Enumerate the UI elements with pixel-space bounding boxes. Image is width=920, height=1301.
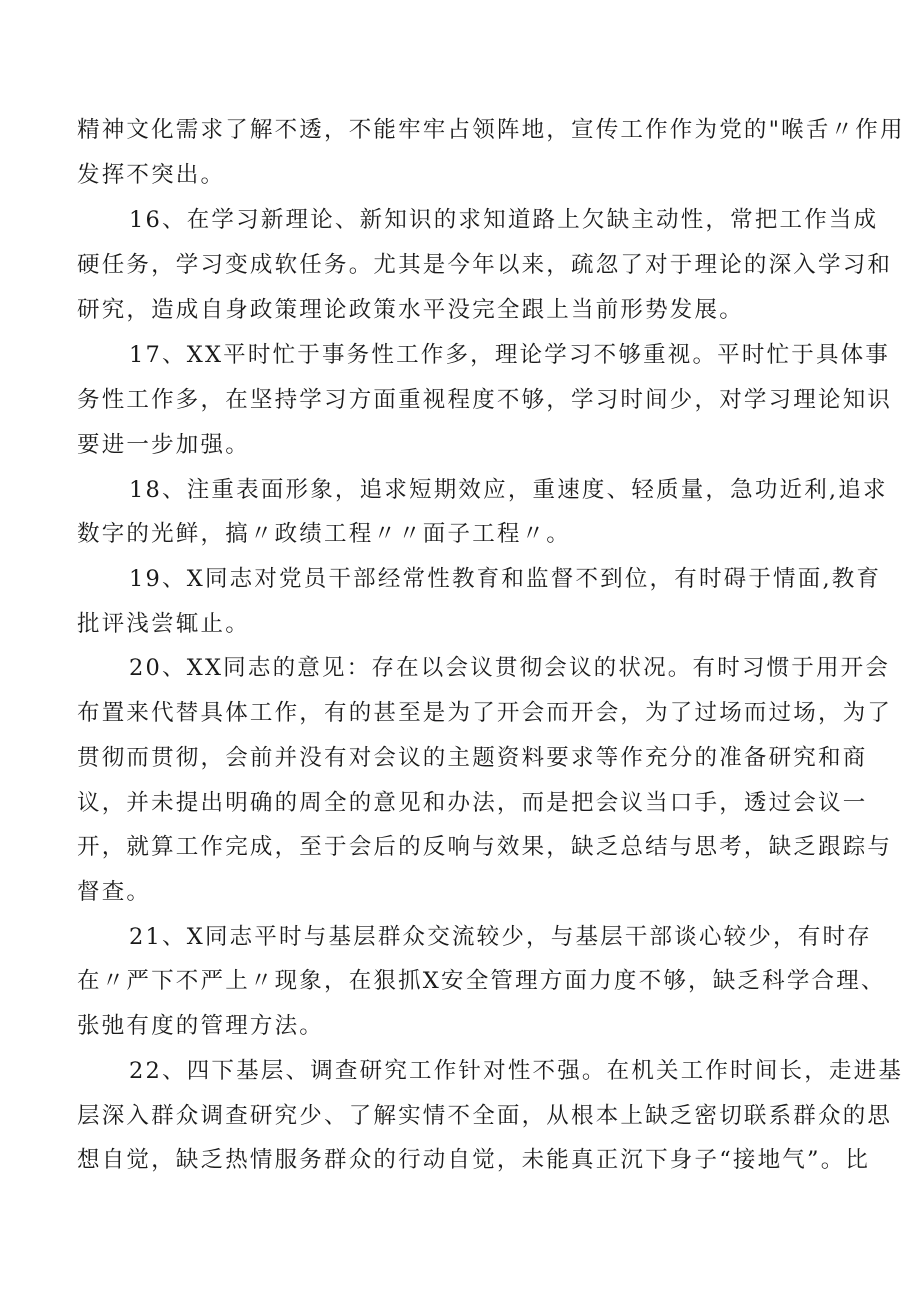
paragraph-22-line: 22、四下基层、调查研究工作针对性不强。在机关工作时间长，走进基: [129, 1058, 904, 1084]
paragraph-21-line: 21、X同志平时与基层群众交流较少，与基层干部谈心较少，有时存: [129, 924, 872, 950]
text-line: 布置来代替具体工作，有的甚至是为了开会而开会，为了过场而过场，为了: [77, 700, 893, 726]
text-line: 开，就算工作完成，至于会后的反响与效果，缺乏总结与思考，缺乏跟踪与: [77, 834, 893, 860]
text-line: 数字的光鲜，搞〃政绩工程〃〃面子工程〃。: [77, 521, 572, 547]
text-line: 层深入群众调查研究少、了解实情不全面，从根本上缺乏密切联系群众的思: [77, 1103, 893, 1129]
text-line: 张弛有度的管理方法。: [77, 1013, 325, 1039]
text-line: 议，并未提出明确的周全的意见和办法，而是把会议当口手，透过会议一: [77, 790, 868, 816]
text-line: 务性工作多，在坚持学习方面重视程度不够，学习时间少，对学习理论知识: [77, 387, 893, 413]
text-line: 想自觉，缺乏热情服务群众的行动自觉，未能真正沉下身子“接地气”。比: [77, 1147, 871, 1173]
paragraph-19-line: 19、X同志对党员干部经常性教育和监督不到位，有时碍于情面,教育: [129, 566, 882, 592]
paragraph-18-line: 18、注重表面形象，追求短期效应，重速度、轻质量，急功近利,追求: [129, 477, 888, 503]
text-line: 在〃严下不严上〃现象，在狠抓X安全管理方面力度不够，缺乏科学合理、: [77, 968, 886, 994]
text-line: 精神文化需求了解不透，不能牢牢占领阵地，宣传工作作为党的"喉舌〃作用: [77, 117, 905, 143]
paragraph-20-line: 20、XX同志的意见：存在以会议贯彻会议的状况。有时习惯于用开会: [129, 655, 891, 681]
paragraph-16-line: 16、在学习新理论、新知识的求知道路上欠缺主动性，常把工作当成: [129, 207, 879, 233]
text-line: 贯彻而贯彻，会前并没有对会议的主题资料要求等作充分的准备研究和商: [77, 745, 868, 771]
paragraph-17-line: 17、XX平时忙于事务性工作多，理论学习不够重视。平时忙于具体事: [129, 342, 891, 368]
text-line: 发挥不突出。: [77, 162, 226, 188]
text-line: 研究，造成自身政策理论政策水平没完全跟上当前形势发展。: [77, 297, 744, 323]
text-line: 督查。: [77, 879, 152, 905]
text-line: 要进一步加强。: [77, 432, 250, 458]
text-line: 批评浅尝辄止。: [77, 611, 250, 637]
text-line: 硬任务，学习变成软任务。尤其是今年以来，疏忽了对于理论的深入学习和: [77, 252, 893, 278]
